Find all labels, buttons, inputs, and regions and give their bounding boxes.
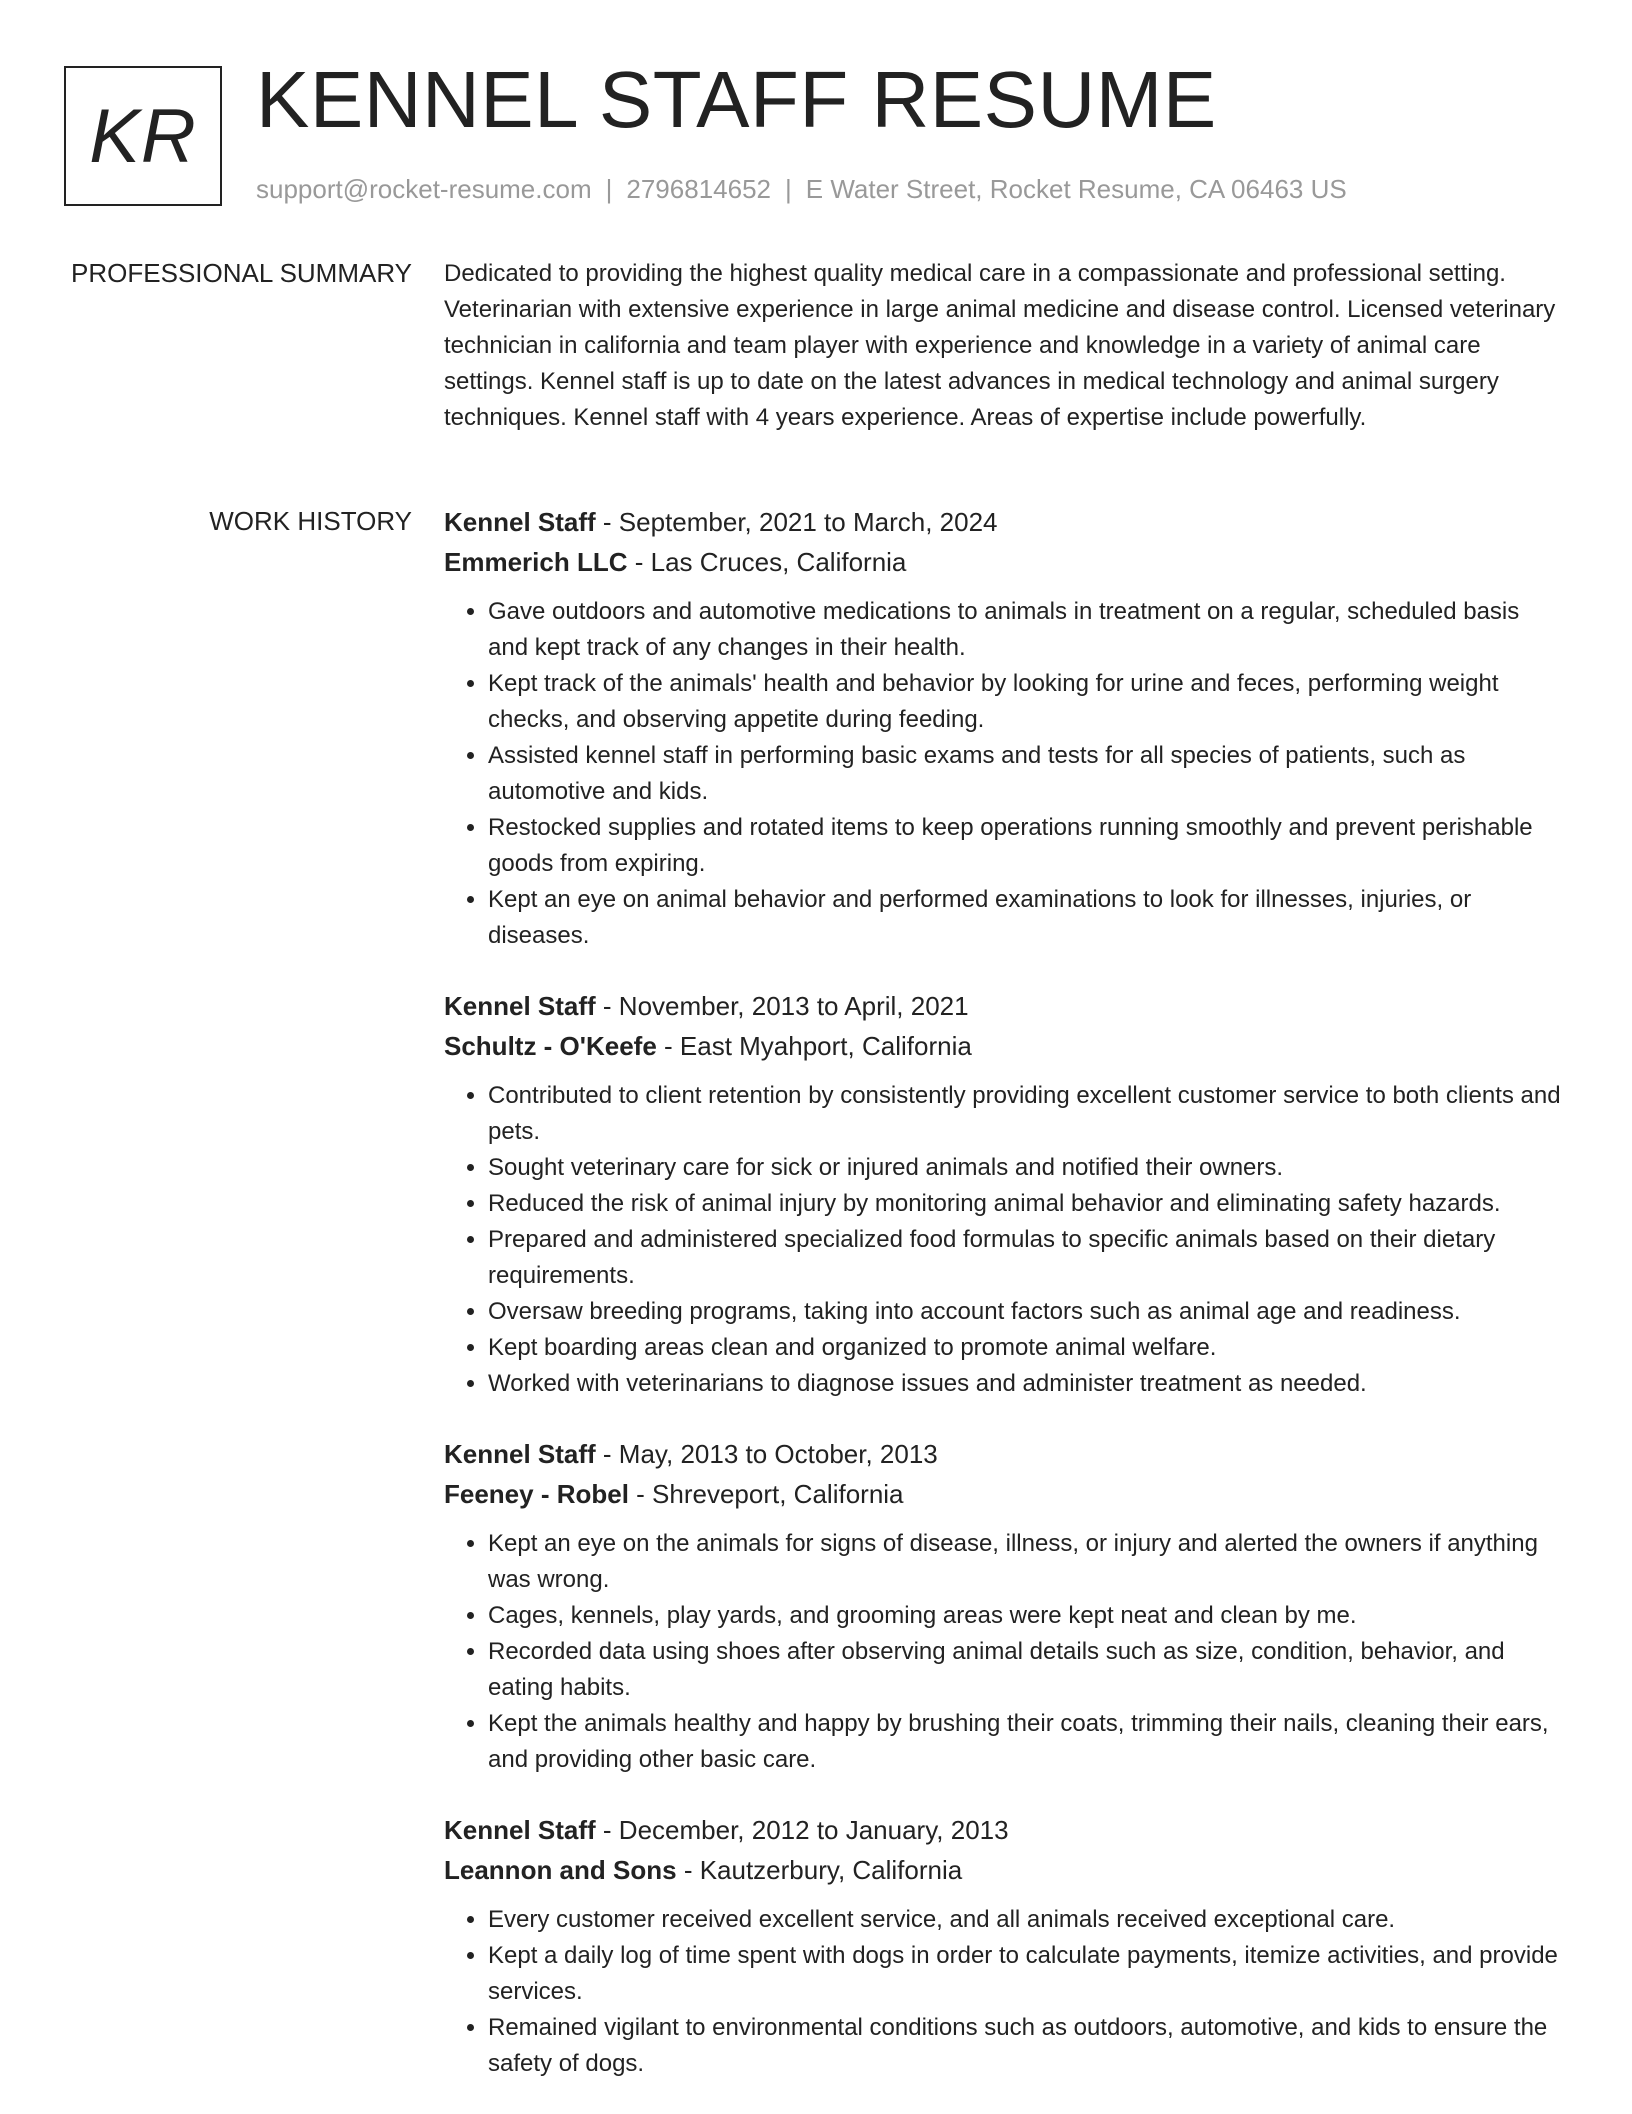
job-duty: • Kept track of the animals' health and behavior by looking for urine and feces, performing weight checks, and observing appetite during feeding. <box>488 666 1564 738</box>
job-duty: • Prepared and administered specialized food formulas to specific animals based on their dietary requirements. <box>488 1222 1564 1294</box>
job-dates: - November, 2013 to April, 2021 <box>602 991 969 1021</box>
job-company-line <box>444 1850 1564 1890</box>
email-link[interactable]: support@rocket-resume.com <box>256 174 592 204</box>
summary-text: Dedicated to providing the highest quality medical care in a compassionate and professional setting. Veterinarian with extensive experience in large animal medicine and disease control. Licensed veterinary technician in california and team player with experience and knowledge in a variety of animal care settings. Kennel staff is up to date on the latest advances in medical technology and animal surgery techniques. Kennel staff with 4 years experience. Areas of expertise include powerfully. <box>444 260 1556 431</box>
job-title-line <box>444 1434 1564 1474</box>
job-entry <box>444 986 1564 1402</box>
job-duty: • Reduced the risk of animal injury by monitoring animal behavior and eliminating safety hazards. <box>488 1186 1564 1222</box>
job-duty: • Sought veterinary care for sick or injured animals and notified their owners. <box>488 1150 1564 1186</box>
job-location: - Kautzerbury, California <box>683 1855 963 1885</box>
address: E Water Street, Rocket Resume, CA 06463 US <box>805 174 1347 204</box>
summary-body <box>444 256 1564 436</box>
job-location: - Shreveport, California <box>636 1479 904 1509</box>
job-title: Kennel Staff <box>444 1439 596 1469</box>
work-history-heading: WORK HISTORY <box>209 506 412 536</box>
job-entry <box>444 502 1564 954</box>
job-company-line <box>444 542 1564 582</box>
job-title-line <box>444 1810 1564 1850</box>
phone-number: 2796814652 <box>626 174 771 204</box>
resume-title: KENNEL STAFF RESUME <box>256 55 1217 144</box>
job-duty: • Kept an eye on animal behavior and performed examinations to look for illnesses, injuries, or diseases. <box>488 882 1564 954</box>
monogram-initials: KR <box>89 93 197 179</box>
job-title-line <box>444 986 1564 1026</box>
work-history-body <box>444 502 1564 2114</box>
job-location: - East Myahport, California <box>664 1031 972 1061</box>
job-duties-list <box>444 1526 1564 1778</box>
job-company: Schultz - O'Keefe <box>444 1031 657 1061</box>
job-duties-list <box>444 594 1564 954</box>
job-company: Feeney - Robel <box>444 1479 629 1509</box>
contact-separator: | <box>605 174 613 204</box>
job-duty: • Contributed to client retention by consistently providing excellent customer service to both clients and pets. <box>488 1078 1564 1150</box>
job-duties-list <box>444 1902 1564 2082</box>
job-duty: • Every customer received excellent service, and all animals received exceptional care. <box>488 1902 1564 1938</box>
job-title: Kennel Staff <box>444 1815 596 1845</box>
job-company-line <box>444 1474 1564 1514</box>
job-title: Kennel Staff <box>444 991 596 1021</box>
job-duty: • Restocked supplies and rotated items to keep operations running smoothly and prevent perishable goods from expiring. <box>488 810 1564 882</box>
job-duty: • Kept an eye on the animals for signs of disease, illness, or injury and alerted the owners if anything was wrong. <box>488 1526 1564 1598</box>
job-entry <box>444 1434 1564 1778</box>
job-company: Emmerich LLC <box>444 547 628 577</box>
job-dates: - December, 2012 to January, 2013 <box>602 1815 1009 1845</box>
job-duties-list <box>444 1078 1564 1402</box>
contact-separator: | <box>785 174 792 204</box>
job-entry <box>444 1810 1564 2082</box>
job-duty: • Assisted kennel staff in performing basic exams and tests for all species of patients, such as automotive and kids. <box>488 738 1564 810</box>
job-title-line <box>444 502 1564 542</box>
job-dates: - May, 2013 to October, 2013 <box>602 1439 938 1469</box>
job-duty: • Kept the animals healthy and happy by brushing their coats, trimming their nails, cleaning their ears, and providing other basic care. <box>488 1706 1564 1778</box>
job-company: Leannon and Sons <box>444 1855 677 1885</box>
job-location: - Las Cruces, California <box>634 547 907 577</box>
job-dates: - September, 2021 to March, 2024 <box>602 507 998 537</box>
job-company-line <box>444 1026 1564 1066</box>
job-duty: • Cages, kennels, play yards, and grooming areas were kept neat and clean by me. <box>488 1598 1564 1634</box>
job-duty: • Kept a daily log of time spent with dogs in order to calculate payments, itemize activities, and provide services. <box>488 1938 1564 2010</box>
monogram-box <box>64 66 222 206</box>
job-duty: • Oversaw breeding programs, taking into account factors such as animal age and readiness. <box>488 1294 1564 1330</box>
job-duty: • Kept boarding areas clean and organized to promote animal welfare. <box>488 1330 1564 1366</box>
job-duty: • Recorded data using shoes after observing animal details such as size, condition, behavior, and eating habits. <box>488 1634 1564 1706</box>
job-duty: • Remained vigilant to environmental conditions such as outdoors, automotive, and kids to ensure the safety of dogs. <box>488 2010 1564 2082</box>
contact-line <box>256 174 1347 205</box>
summary-heading: PROFESSIONAL SUMMARY <box>71 258 412 288</box>
job-duty: • Worked with veterinarians to diagnose issues and administer treatment as needed. <box>488 1366 1564 1402</box>
job-duty: • Gave outdoors and automotive medications to animals in treatment on a regular, scheduled basis and kept track of any changes in their health. <box>488 594 1564 666</box>
job-title: Kennel Staff <box>444 507 596 537</box>
